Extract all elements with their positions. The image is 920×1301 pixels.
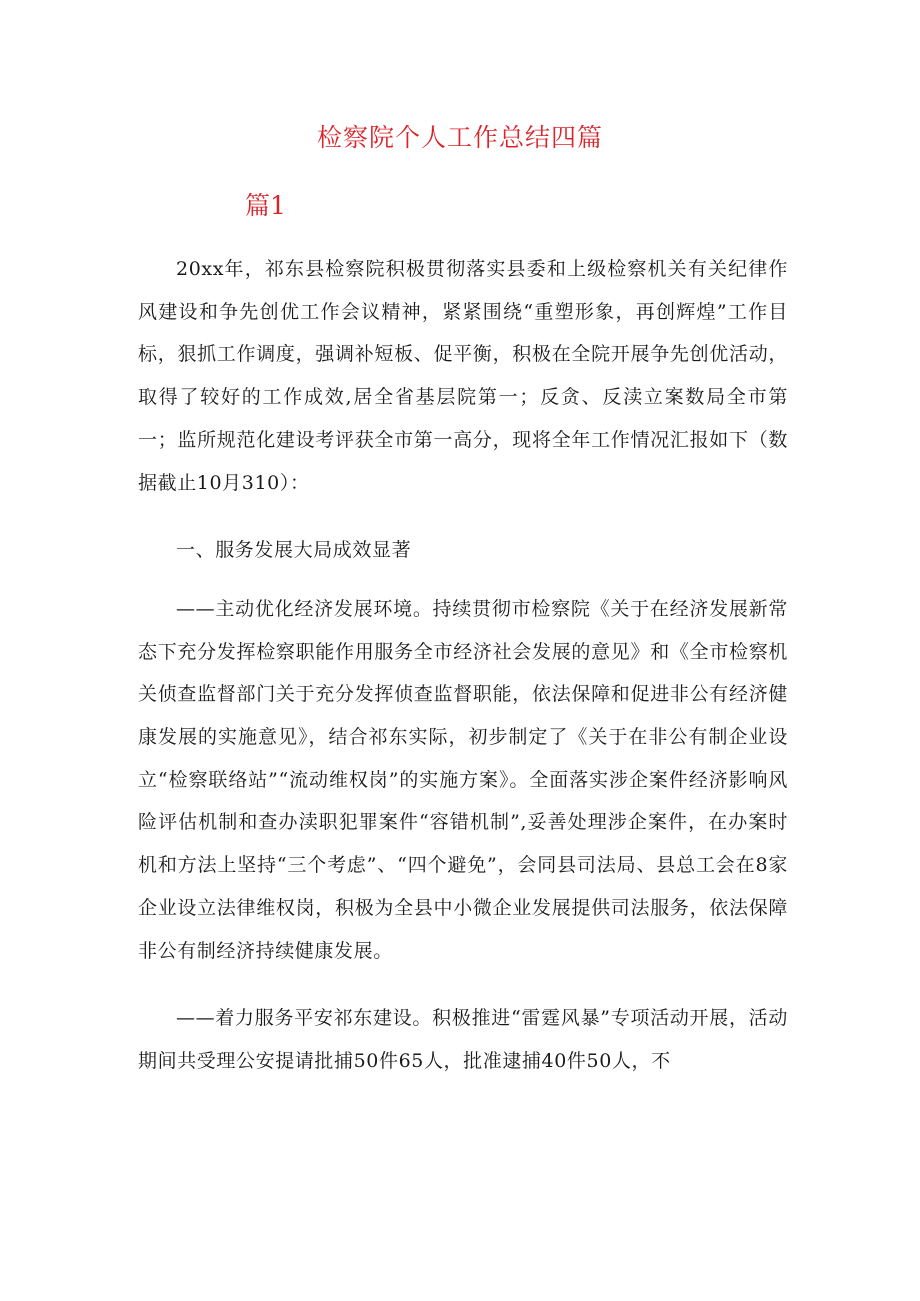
paragraph-economy: ——主动优化经济发展环境。持续贯彻市检察院《关于在经济发展新常态下充分发挥检察职能作用服务全市经济社会发展的意见》和《全市检察机关侦查监督部门关于充分发挥侦查监督职能，依法保障和促进非公有经济健康发展的实施意见》，结合祁东实际，初步制定了《关于在非公有制企业设立“检察联络站”“流动维权岗”的实施方案》。全面落实涉企案件经济影响风险评估机制和查办渎职犯罪案件“容错机制”,妥善处理涉企案件，在办案时机和方法上坚持“三个考虑”、“四个避免”，会同县司法局、县总工会在8家企业设立法律维权岗，积极为全县中小微企业发展提供司法服务，依法保障非公有制经济持续健康发展。 <box>138 597 788 962</box>
section-heading: 篇1 <box>245 191 286 220</box>
document-title: 检察院个人工作总结四篇 <box>316 123 603 152</box>
document-body <box>138 248 788 1083</box>
paragraph-safety: ——着力服务平安祁东建设。积极推进“雷霆风暴”专项活动开展，活动期间共受理公安提请批捕50件65人，批准逮捕40件50人，不 <box>138 1007 788 1072</box>
paragraph-heading-one: 一、服务发展大局成效显著 <box>176 539 412 562</box>
paragraph-intro: 20xx年，祁东县检察院积极贯彻落实县委和上级检察机关有关纪律作风建设和争先创优工作会议精神，紧紧围绕“重塑形象，再创辉煌”工作目标，狠抓工作调度，强调补短板、促平衡，积极在全院开展争先创优活动，取得了较好的工作成效,居全省基层院第一；反贪、反渎立案数局全市第一；监所规范化建设考评获全市第一高分，现将全年工作情况汇报如下（数据截止10月310）： <box>138 258 788 494</box>
